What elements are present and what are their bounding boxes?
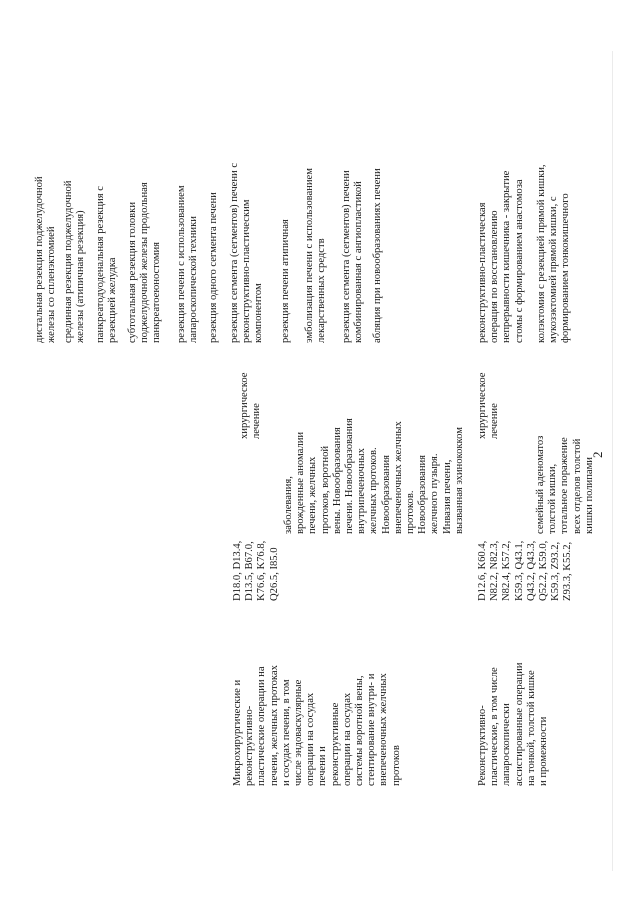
- row1-treatment-type: хирургическое лечение: [239, 372, 263, 439]
- row1-method: срединная резекция поджелудочной железы (атипичная резекция): [63, 180, 87, 343]
- row2-diagnosis: семейный аденоматоз толстой кишки, тотальное поражение всех отделов толстой кишки полипами: [535, 435, 595, 534]
- row1-method: резекция сегмента (сегментов) печени с реконструктивно-пластическим компонентом: [229, 162, 265, 343]
- row1-procedure-name: Микрохирургические и реконструктивно- пластические операции на печени, желчных протоках и сосудах печени, в том числе эндоваскулярные операции на сосудах печени и реконструктивные операции на сосудах системы воротной вены, стентирование внутри- и внепеченочных желчных протоков: [232, 665, 402, 786]
- scan-mark: [612, 51, 613, 871]
- row2-treatment-type: хирургическое лечение: [477, 372, 501, 439]
- row1-method: субтотальная резекция головки поджелудочной железы продольная панкреатоеюностомия: [127, 182, 163, 343]
- row1-method: эмболизация печени с использованием лекарственных средств: [304, 168, 328, 343]
- row1-method: дистальная резекция поджелудочной железы со спленэктомией: [34, 176, 58, 343]
- row2-procedure-name: Реконструктивно- пластические, в том числе лапароскопически ассистированные операции на тонкой, толстой кишке и промежности: [477, 662, 550, 786]
- row2-icd-codes: D12.6, K60.4, N82.2, N82.3, N82.4, K57.2, K59.3, Q43.1, Q43.2, Q43.3, Q52.2, K59.0, K59.3, Z93.2, Z93.3, K55.2,: [477, 540, 574, 601]
- row1-method: резекция одного сегмента печени: [208, 192, 219, 343]
- row1-icd-codes: D18.0, D13.4, D13.5, B67.0, K76.6, K76.8, Q26.5, I85.0: [232, 540, 280, 601]
- row2-method: колэктомия с резекцией прямой кишки, мукозэктомией прямой кишки, с формированием тонкокишечного: [536, 164, 572, 343]
- row2-method: реконструктивно-пластическая операция по восстановлению непрерывности кишечника - закрытие стомы с формированием анастомоза: [477, 170, 525, 343]
- row1-diagnosis: заболевания, врожденные аномалии печени, желчных протоков, воротной вены. Новообразования печени. Новообразования внутрипеченочных желчных протоков. Новообразования внепеченочных желчных протоков. Новообразования желчного пузыря. Инвазия печени, вызванная эхинококком: [283, 418, 465, 534]
- row1-method: панкреатодуоденальная резекция с резекцией желудка: [95, 186, 119, 343]
- row1-method: резекция печени атипичная: [280, 219, 291, 343]
- page-number: 2: [590, 451, 605, 458]
- row1-method: резекция печени с использованием лапароскопической техники: [176, 185, 200, 343]
- row1-method: абляция при новообразованиях печени: [372, 168, 383, 343]
- row1-method: резекция сегмента (сегментов) печени комбинированная с ангиопластикой: [341, 170, 365, 343]
